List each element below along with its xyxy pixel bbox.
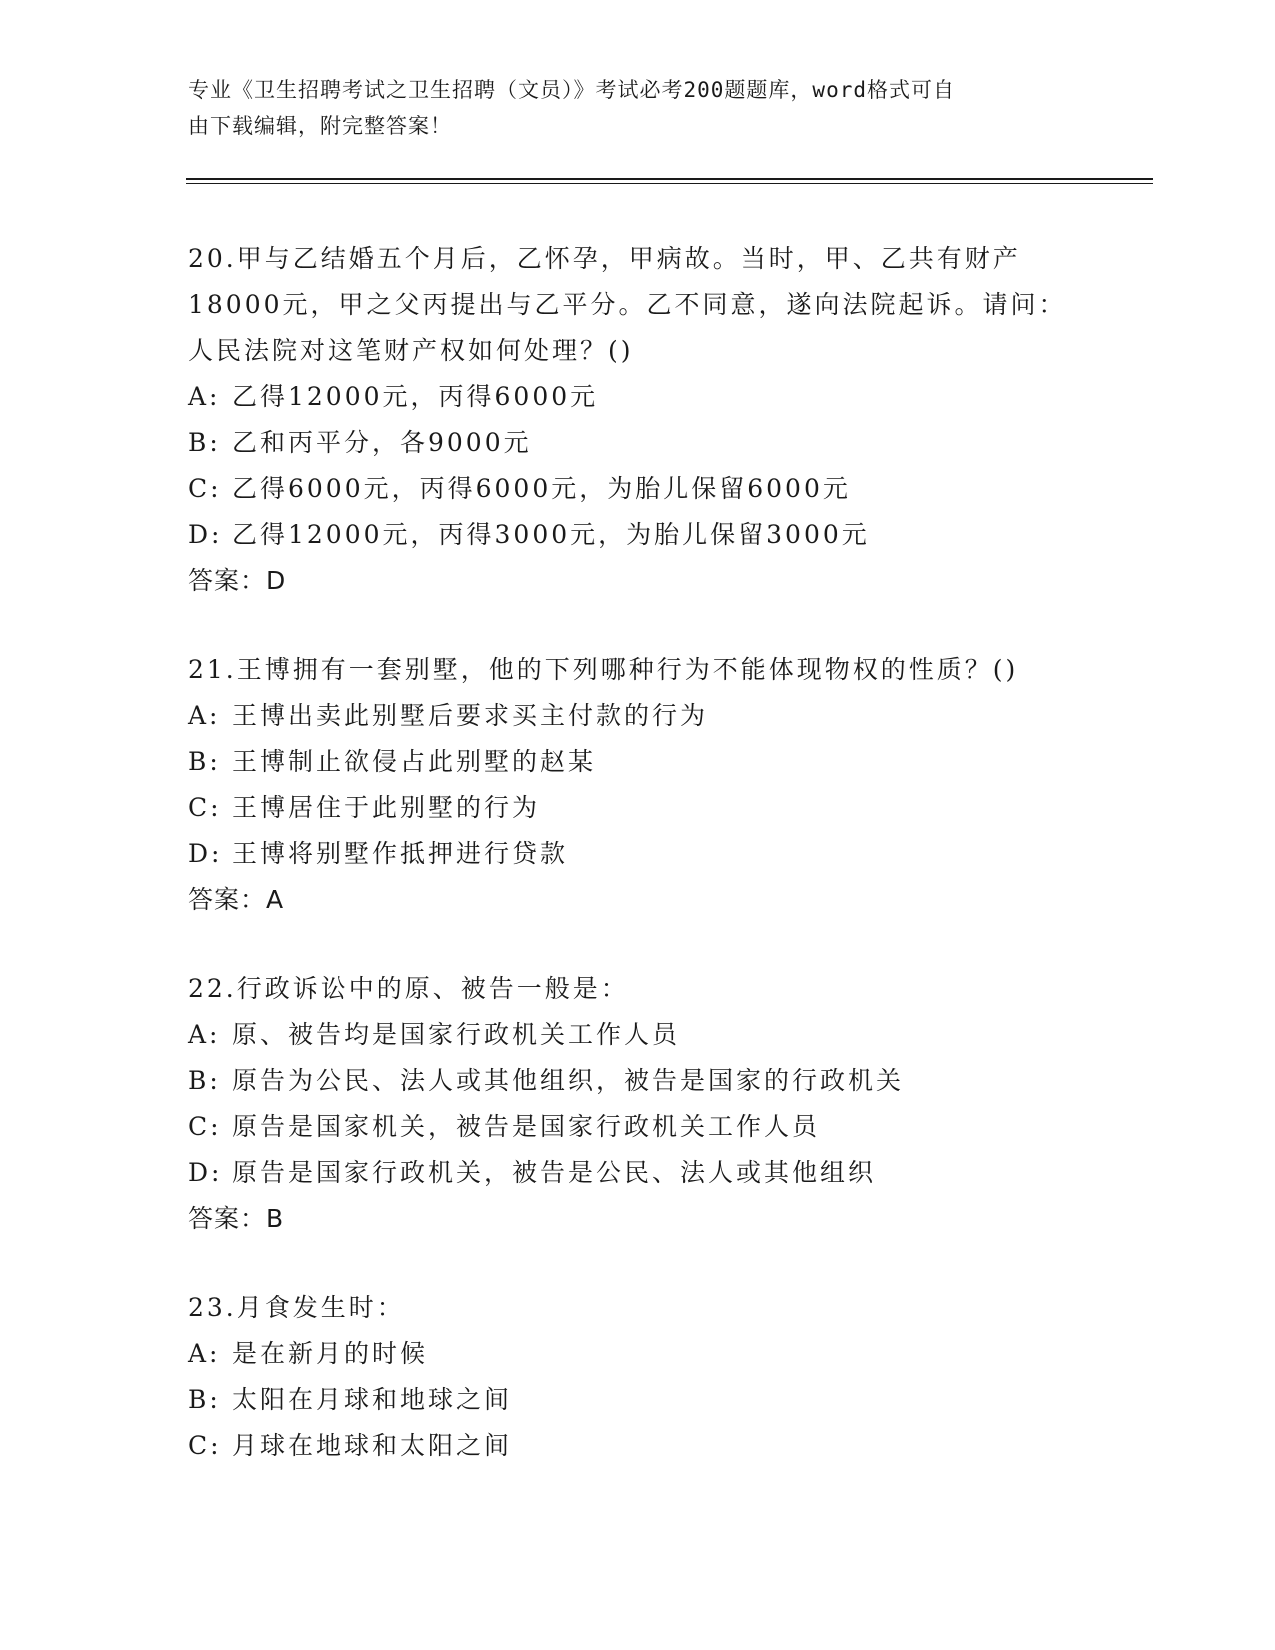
option-c	[188, 785, 1148, 831]
option-letter: A:	[188, 1339, 221, 1368]
question-23	[188, 1285, 1148, 1469]
question-list	[188, 236, 1148, 1512]
question-21	[188, 647, 1148, 923]
option-c	[188, 1104, 1148, 1150]
header-line: 专业《卫生招聘考试之卫生招聘（文员）》考试必考200题题库，word格式可自	[188, 78, 955, 102]
option-a	[188, 1012, 1148, 1058]
option-text: 王博制止欲侵占此别墅的赵某	[232, 747, 597, 776]
option-b	[188, 1377, 1148, 1423]
question-stem	[188, 1285, 1148, 1331]
header-line: 由下载编辑，附完整答案！	[188, 114, 452, 138]
question-stem	[188, 966, 1148, 1012]
question-22	[188, 966, 1148, 1242]
option-text: 王博居住于此别墅的行为	[232, 793, 541, 822]
question-stem	[188, 236, 1148, 374]
option-text: 王博将别墅作抵押进行贷款	[232, 839, 569, 868]
question-stem	[188, 647, 1148, 693]
option-d	[188, 831, 1148, 877]
header-divider-thin	[186, 183, 1153, 184]
option-letter: C:	[188, 1112, 222, 1141]
question-stem-line: 18000元，甲之父丙提出与乙平分。乙不同意，遂向法院起诉。请问：	[188, 290, 1067, 319]
option-text: 原告是国家机关，被告是国家行政机关工作人员	[232, 1112, 821, 1141]
option-letter: B:	[188, 428, 221, 457]
option-a	[188, 1331, 1148, 1377]
option-letter: D:	[188, 1158, 223, 1187]
option-letter: B:	[188, 1066, 221, 1095]
option-text: 原、被告均是国家行政机关工作人员	[232, 1020, 681, 1049]
option-text: 月球在地球和太阳之间	[232, 1431, 513, 1460]
option-a	[188, 374, 1148, 420]
document-header	[188, 72, 1088, 144]
option-c	[188, 1423, 1148, 1469]
question-stem-line: 21.王博拥有一套别墅，他的下列哪种行为不能体现物权的性质？()	[188, 655, 1019, 684]
option-letter: C:	[188, 474, 222, 503]
option-letter: C:	[188, 1431, 222, 1460]
question-stem-line: 20.甲与乙结婚五个月后，乙怀孕，甲病故。当时，甲、乙共有财产	[188, 244, 1021, 273]
answer-line: 答案：A	[188, 885, 285, 914]
option-letter: A:	[188, 1020, 221, 1049]
option-d	[188, 1150, 1148, 1196]
option-letter: C:	[188, 793, 222, 822]
option-letter: B:	[188, 1385, 221, 1414]
option-letter: A:	[188, 382, 221, 411]
question-stem-line: 22.行政诉讼中的原、被告一般是：	[188, 974, 629, 1003]
option-letter: D:	[188, 520, 223, 549]
option-letter: A:	[188, 701, 221, 730]
option-text: 乙得12000元，丙得6000元	[232, 382, 599, 411]
option-text: 是在新月的时候	[232, 1339, 429, 1368]
option-text: 王博出卖此别墅后要求买主付款的行为	[232, 701, 709, 730]
option-b	[188, 739, 1148, 785]
question-stem-line: 人民法院对这笔财产权如何处理？()	[188, 336, 634, 365]
option-d	[188, 512, 1148, 558]
option-text: 太阳在月球和地球之间	[232, 1385, 513, 1414]
option-letter: B:	[188, 747, 221, 776]
question-20	[188, 236, 1148, 604]
option-b	[188, 1058, 1148, 1104]
option-text: 原告为公民、法人或其他组织，被告是国家的行政机关	[232, 1066, 905, 1095]
option-text: 乙得12000元，丙得3000元，为胎儿保留3000元	[232, 520, 870, 549]
answer-line: 答案：B	[188, 1204, 285, 1233]
option-b	[188, 420, 1148, 466]
option-c	[188, 466, 1148, 512]
option-text: 原告是国家行政机关，被告是公民、法人或其他组织	[232, 1158, 877, 1187]
answer-line: 答案：D	[188, 566, 287, 595]
header-divider	[186, 178, 1153, 180]
option-a	[188, 693, 1148, 739]
option-letter: D:	[188, 839, 223, 868]
option-text: 乙和丙平分，各9000元	[232, 428, 532, 457]
question-stem-line: 23.月食发生时：	[188, 1293, 405, 1322]
option-text: 乙得6000元，丙得6000元，为胎儿保留6000元	[232, 474, 851, 503]
